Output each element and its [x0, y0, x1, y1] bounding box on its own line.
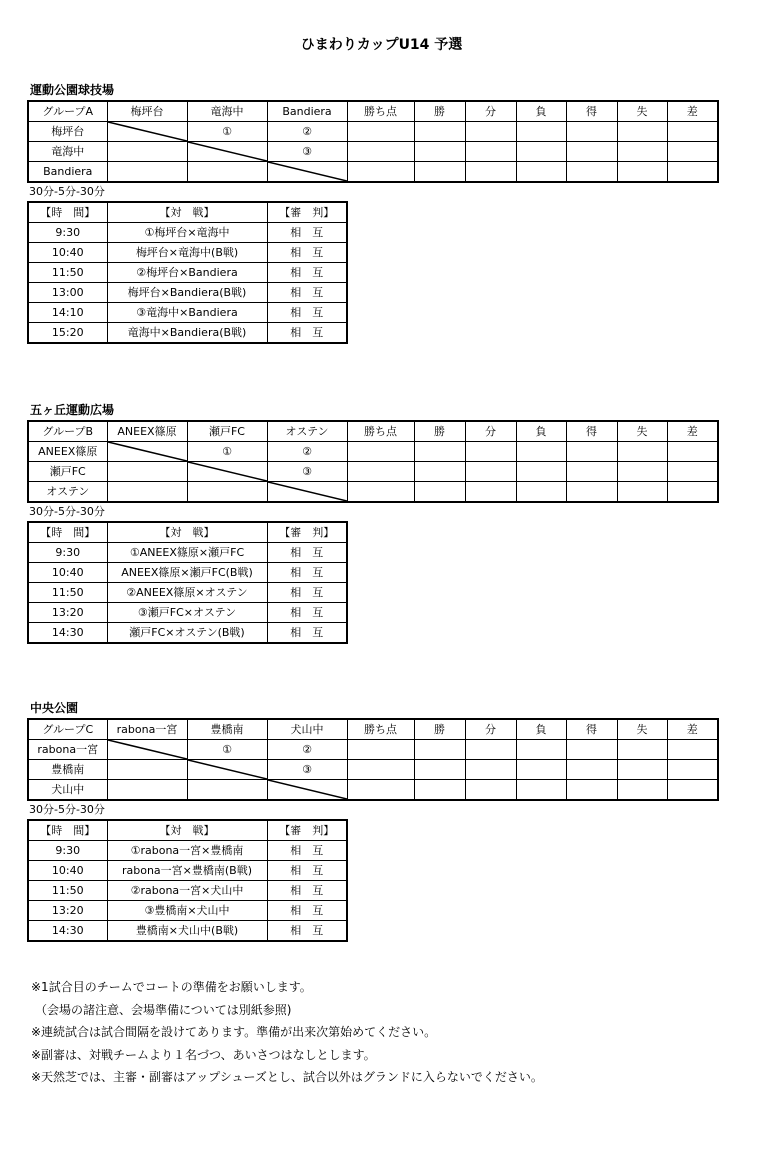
result-cell	[465, 162, 516, 183]
result-cell	[465, 482, 516, 503]
result-cell	[347, 122, 414, 142]
standings-table	[27, 420, 719, 503]
match-time: 13:00	[28, 283, 107, 303]
match-teams: ②rabona一宮×犬山中	[107, 881, 267, 901]
result-cell	[465, 780, 516, 801]
result-cell	[566, 462, 617, 482]
result-cell	[667, 162, 718, 183]
table-row	[28, 223, 347, 243]
result-cell	[465, 462, 516, 482]
result-cell	[566, 740, 617, 760]
table-row	[28, 861, 347, 881]
diagonal-cell	[187, 142, 267, 162]
match-number: ③	[267, 760, 347, 780]
goal-diff-header: 差	[667, 101, 718, 122]
result-cell	[465, 122, 516, 142]
team-name: 竜海中	[28, 142, 107, 162]
team-name: Bandiera	[28, 162, 107, 183]
table-row	[28, 482, 718, 503]
table-row	[28, 243, 347, 263]
match-time: 13:20	[28, 603, 107, 623]
result-cell	[516, 142, 566, 162]
table-row	[28, 283, 347, 303]
result-cell	[617, 162, 667, 183]
table-row	[28, 583, 347, 603]
goal-diff-header: 差	[667, 719, 718, 740]
table-row	[28, 202, 347, 223]
match-referee: 相 互	[267, 323, 347, 344]
standings-table	[27, 718, 719, 801]
schedule-table	[27, 201, 348, 344]
result-cell	[465, 760, 516, 780]
team-header: オステン	[267, 421, 347, 442]
result-cell	[617, 740, 667, 760]
match-time: 11:50	[28, 583, 107, 603]
time-header: 【時 間】	[28, 820, 107, 841]
referee-header: 【審 判】	[267, 202, 347, 223]
match-teams: ②ANEEX篠原×オステン	[107, 583, 267, 603]
result-cell	[347, 780, 414, 801]
result-cell	[414, 780, 465, 801]
group-c-section	[27, 698, 717, 942]
note-line: ※1試合目のチームでコートの準備をお願いします。	[31, 980, 312, 994]
result-cell	[516, 760, 566, 780]
match-teams: rabona一宮×豊橋南(B戦)	[107, 861, 267, 881]
result-cell	[347, 482, 414, 503]
result-cell	[566, 122, 617, 142]
result-cell	[667, 482, 718, 503]
result-cell	[187, 780, 267, 801]
diagonal-cell	[107, 740, 187, 760]
team-name: 犬山中	[28, 780, 107, 801]
result-cell	[347, 462, 414, 482]
match-referee: 相 互	[267, 603, 347, 623]
note-line: ※副審は、対戦チームより１名づつ、あいさつはなしとします。	[31, 1047, 376, 1062]
match-teams: 瀬戸FC×オステン(B戦)	[107, 623, 267, 644]
match-time: 14:10	[28, 303, 107, 323]
referee-header: 【審 判】	[267, 820, 347, 841]
goal-diff-header: 差	[667, 421, 718, 442]
venue-name: 中央公園	[30, 701, 79, 715]
note-line: ※天然芝では、主審・副審はアップシューズとし、試合以外はグランドに入らないでください。	[31, 1070, 543, 1084]
match-teams: ①梅坪台×竜海中	[107, 223, 267, 243]
result-cell	[414, 740, 465, 760]
match-number: ③	[267, 462, 347, 482]
result-cell	[667, 740, 718, 760]
match-teams: ①rabona一宮×豊橋南	[107, 841, 267, 861]
result-cell	[667, 442, 718, 462]
diagonal-cell	[187, 462, 267, 482]
result-cell	[516, 780, 566, 801]
table-row	[28, 462, 718, 482]
result-cell	[566, 162, 617, 183]
match-header: 【対 戦】	[107, 820, 267, 841]
table-row	[28, 142, 718, 162]
result-cell	[465, 442, 516, 462]
result-cell	[566, 760, 617, 780]
match-referee: 相 互	[267, 283, 347, 303]
draws-header: 分	[465, 421, 516, 442]
match-number: ③	[267, 142, 347, 162]
diagonal-cell	[267, 482, 347, 503]
points-header: 勝ち点	[347, 101, 414, 122]
match-length: 30分-5分-30分	[29, 185, 105, 198]
match-referee: 相 互	[267, 223, 347, 243]
match-teams: 梅坪台×竜海中(B戦)	[107, 243, 267, 263]
goals-against-header: 失	[617, 421, 667, 442]
team-header: Bandiera	[267, 101, 347, 122]
result-cell	[107, 780, 187, 801]
match-teams: ③瀬戸FC×オステン	[107, 603, 267, 623]
table-row	[28, 101, 718, 122]
result-cell	[107, 142, 187, 162]
table-row	[28, 760, 718, 780]
match-header: 【対 戦】	[107, 202, 267, 223]
table-row	[28, 901, 347, 921]
match-number: ②	[267, 122, 347, 142]
result-cell	[516, 442, 566, 462]
result-cell	[516, 122, 566, 142]
time-header: 【時 間】	[28, 202, 107, 223]
draws-header: 分	[465, 101, 516, 122]
wins-header: 勝	[414, 719, 465, 740]
points-header: 勝ち点	[347, 421, 414, 442]
match-time: 11:50	[28, 881, 107, 901]
match-referee: 相 互	[267, 303, 347, 323]
result-cell	[516, 462, 566, 482]
schedule-table	[27, 521, 348, 644]
match-teams: ②梅坪台×Bandiera	[107, 263, 267, 283]
result-cell	[516, 740, 566, 760]
result-cell	[566, 142, 617, 162]
match-time: 9:30	[28, 841, 107, 861]
team-header: 竜海中	[187, 101, 267, 122]
match-number: ①	[187, 442, 267, 462]
result-cell	[414, 122, 465, 142]
result-cell	[414, 142, 465, 162]
match-referee: 相 互	[267, 623, 347, 644]
result-cell	[107, 482, 187, 503]
match-teams: ①ANEEX篠原×瀬戸FC	[107, 543, 267, 563]
group-b-section	[27, 400, 717, 644]
result-cell	[566, 442, 617, 462]
group-label: グループA	[28, 101, 107, 122]
match-number: ①	[187, 740, 267, 760]
table-row	[28, 303, 347, 323]
time-header: 【時 間】	[28, 522, 107, 543]
result-cell	[667, 122, 718, 142]
diagonal-cell	[267, 162, 347, 183]
result-cell	[107, 162, 187, 183]
match-teams: ③豊橋南×犬山中	[107, 901, 267, 921]
notes	[31, 976, 543, 1089]
match-referee: 相 互	[267, 841, 347, 861]
match-time: 11:50	[28, 263, 107, 283]
match-time: 14:30	[28, 921, 107, 942]
wins-header: 勝	[414, 101, 465, 122]
result-cell	[516, 482, 566, 503]
match-referee: 相 互	[267, 563, 347, 583]
table-row	[28, 603, 347, 623]
diagonal-cell	[107, 442, 187, 462]
match-time: 13:20	[28, 901, 107, 921]
group-label: グループC	[28, 719, 107, 740]
result-cell	[187, 162, 267, 183]
match-referee: 相 互	[267, 243, 347, 263]
referee-header: 【審 判】	[267, 522, 347, 543]
table-row	[28, 881, 347, 901]
result-cell	[667, 780, 718, 801]
page-title: ひまわりカップU14 予選	[300, 37, 463, 53]
match-time: 9:30	[28, 223, 107, 243]
result-cell	[617, 122, 667, 142]
result-cell	[187, 482, 267, 503]
match-referee: 相 互	[267, 881, 347, 901]
table-row	[28, 522, 347, 543]
team-name: 瀬戸FC	[28, 462, 107, 482]
match-referee: 相 互	[267, 263, 347, 283]
match-time: 9:30	[28, 543, 107, 563]
match-referee: 相 互	[267, 861, 347, 881]
match-teams: 竜海中×Bandiera(B戦)	[107, 323, 267, 344]
result-cell	[347, 162, 414, 183]
result-cell	[414, 442, 465, 462]
team-header: 豊橋南	[187, 719, 267, 740]
result-cell	[617, 780, 667, 801]
match-referee: 相 互	[267, 543, 347, 563]
result-cell	[667, 462, 718, 482]
result-cell	[667, 760, 718, 780]
table-row	[28, 841, 347, 861]
result-cell	[347, 142, 414, 162]
team-header: ANEEX篠原	[107, 421, 187, 442]
result-cell	[414, 482, 465, 503]
result-cell	[617, 142, 667, 162]
match-time: 10:40	[28, 243, 107, 263]
venue-name: 五ヶ丘運動広場	[30, 403, 115, 417]
team-name: 豊橋南	[28, 760, 107, 780]
diagonal-cell	[187, 760, 267, 780]
match-number: ①	[187, 122, 267, 142]
table-row	[28, 820, 347, 841]
match-number: ②	[267, 740, 347, 760]
group-label: グループB	[28, 421, 107, 442]
standings-table	[27, 100, 719, 183]
team-header: 梅坪台	[107, 101, 187, 122]
result-cell	[465, 740, 516, 760]
table-row	[28, 563, 347, 583]
match-teams: ANEEX篠原×瀬戸FC(B戦)	[107, 563, 267, 583]
table-row	[28, 323, 347, 344]
result-cell	[414, 760, 465, 780]
result-cell	[347, 760, 414, 780]
team-name: 梅坪台	[28, 122, 107, 142]
match-header: 【対 戦】	[107, 522, 267, 543]
match-teams: 豊橋南×犬山中(B戦)	[107, 921, 267, 942]
table-row	[28, 921, 347, 942]
team-header: 犬山中	[267, 719, 347, 740]
table-row	[28, 543, 347, 563]
result-cell	[566, 780, 617, 801]
diagonal-cell	[267, 780, 347, 801]
match-teams: 梅坪台×Bandiera(B戦)	[107, 283, 267, 303]
match-time: 15:20	[28, 323, 107, 344]
match-teams: ③竜海中×Bandiera	[107, 303, 267, 323]
note-line: （会場の諸注意、会場準備については別紙参照)	[35, 1002, 292, 1017]
table-row	[28, 623, 347, 644]
match-length: 30分-5分-30分	[29, 505, 105, 518]
table-row	[28, 780, 718, 801]
losses-header: 負	[516, 101, 566, 122]
result-cell	[617, 462, 667, 482]
result-cell	[516, 162, 566, 183]
diagonal-cell	[107, 122, 187, 142]
result-cell	[617, 482, 667, 503]
note-line: ※連続試合は試合間隔を設けてあります。準備が出来次第始めてください。	[31, 1025, 437, 1039]
team-name: ANEEX篠原	[28, 442, 107, 462]
match-time: 14:30	[28, 623, 107, 644]
losses-header: 負	[516, 421, 566, 442]
goals-for-header: 得	[566, 101, 617, 122]
draws-header: 分	[465, 719, 516, 740]
result-cell	[414, 162, 465, 183]
result-cell	[347, 442, 414, 462]
goals-against-header: 失	[617, 719, 667, 740]
team-name: rabona一宮	[28, 740, 107, 760]
result-cell	[465, 142, 516, 162]
match-number: ②	[267, 442, 347, 462]
result-cell	[347, 740, 414, 760]
match-length: 30分-5分-30分	[29, 803, 105, 816]
result-cell	[414, 462, 465, 482]
table-row	[28, 263, 347, 283]
group-a-section	[27, 80, 717, 344]
result-cell	[107, 462, 187, 482]
result-cell	[566, 482, 617, 503]
team-header: rabona一宮	[107, 719, 187, 740]
result-cell	[617, 760, 667, 780]
goals-for-header: 得	[566, 719, 617, 740]
table-row	[28, 442, 718, 462]
table-row	[28, 162, 718, 183]
team-header: 瀬戸FC	[187, 421, 267, 442]
schedule-table	[27, 819, 348, 942]
match-referee: 相 互	[267, 583, 347, 603]
goals-against-header: 失	[617, 101, 667, 122]
losses-header: 負	[516, 719, 566, 740]
result-cell	[617, 442, 667, 462]
result-cell	[667, 142, 718, 162]
table-row	[28, 122, 718, 142]
table-row	[28, 421, 718, 442]
match-time: 10:40	[28, 861, 107, 881]
match-referee: 相 互	[267, 901, 347, 921]
result-cell	[107, 760, 187, 780]
goals-for-header: 得	[566, 421, 617, 442]
table-row	[28, 719, 718, 740]
wins-header: 勝	[414, 421, 465, 442]
match-time: 10:40	[28, 563, 107, 583]
team-name: オステン	[28, 482, 107, 503]
points-header: 勝ち点	[347, 719, 414, 740]
venue-name: 運動公園球技場	[30, 83, 115, 97]
table-row	[28, 740, 718, 760]
match-referee: 相 互	[267, 921, 347, 942]
